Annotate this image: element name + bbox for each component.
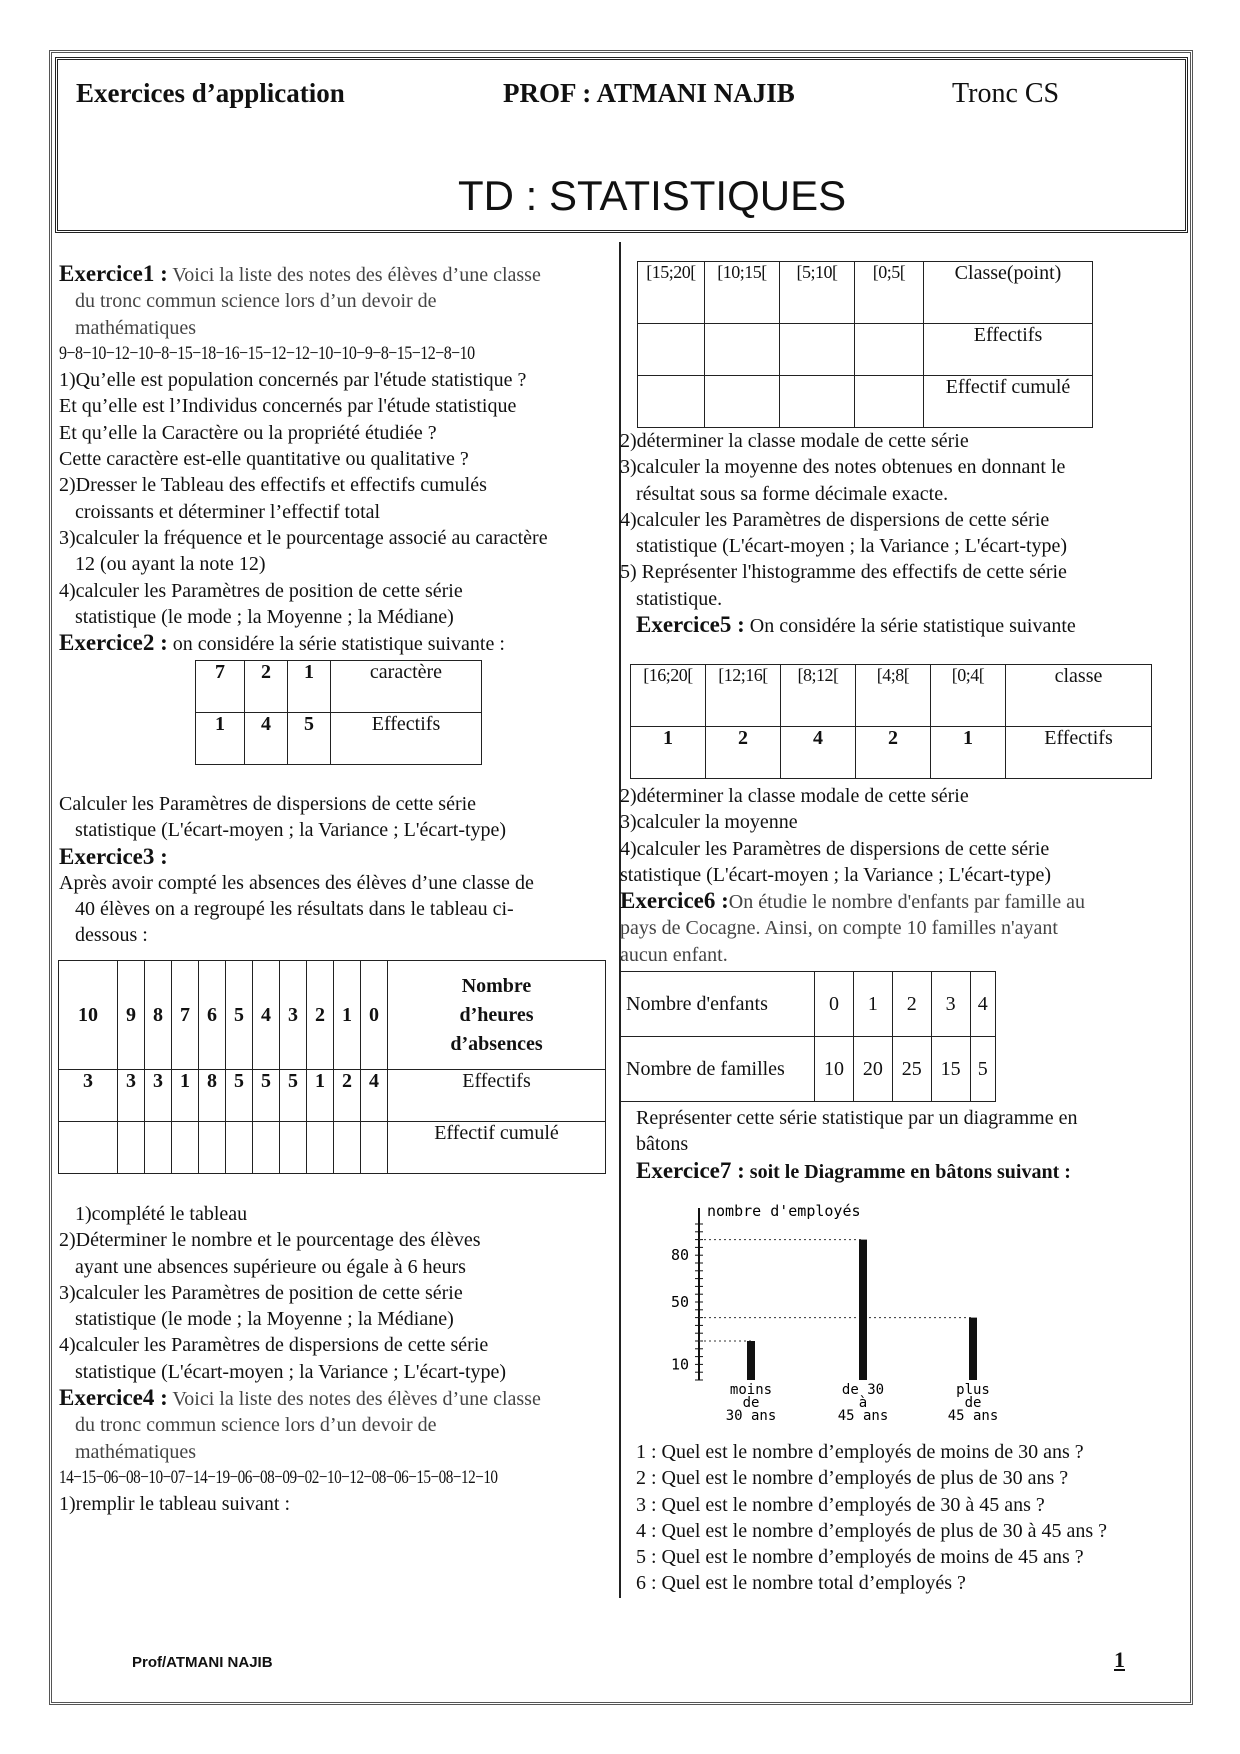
bar [969, 1318, 977, 1380]
ex6-question: bâtons [636, 1133, 689, 1156]
table-cell: 1 [931, 727, 1006, 779]
ex1-intro-line: du tronc commun science lors d’un devoir de [75, 290, 437, 313]
table-cell: 6 [199, 961, 226, 1070]
table-cell: 7 [172, 961, 199, 1070]
table-cell: 10 [815, 1037, 854, 1102]
table-cell: 2 [892, 972, 931, 1037]
table-cell: 8 [145, 961, 172, 1070]
ex5-question: 2)déterminer la classe modale de cette série [620, 785, 969, 807]
table-cell: 5 [280, 1070, 307, 1122]
table-cell: 1 [288, 661, 331, 713]
ex2-table [195, 660, 482, 765]
ex5-question: 3)calculer la moyenne [620, 811, 798, 834]
ex1-question: 3)calculer la fréquence et le pourcentage associé au caractère [59, 526, 548, 549]
table-cell: 2 [245, 661, 288, 713]
right-column-ex4 [620, 428, 1180, 639]
ex4-table [637, 261, 1093, 428]
table-cell: 2 [856, 727, 931, 779]
ex4-intro-line: mathématiques [75, 1440, 197, 1463]
x-tick-label: à [858, 1395, 868, 1411]
table-cell: 3 [59, 1070, 118, 1122]
ex4-question: 5) Représenter l'histogramme des effectifs de cette série [620, 561, 1067, 584]
ex1-question: statistique (le mode ; la Moyenne ; la Médiane) [75, 605, 454, 628]
ex7-label: Exercice7 : [636, 1157, 745, 1183]
bar [747, 1341, 755, 1380]
ex2-label: Exercice2 : [59, 630, 168, 656]
table-cell: 1 [307, 1070, 334, 1122]
hours-label: Nombre [461, 974, 532, 997]
ex1-question: 4)calculer les Paramètres de position de cette série [59, 579, 463, 602]
ex4-question: 3)calculer la moyenne des notes obtenues en donnant le [620, 456, 1066, 479]
table-cell: 25 [892, 1037, 931, 1102]
page-title: TD : STATISTIQUES [458, 172, 847, 219]
ex2-question: Calculer les Paramètres de dispersions de cette série [59, 793, 477, 815]
y-tick-label: 50 [670, 1293, 689, 1311]
header-left: Exercices d’application [76, 78, 345, 108]
ex1-question: Et qu’elle est l’Individus concernés par l'étude statistique [59, 395, 517, 418]
table-cell: Nombre de familles [620, 1037, 815, 1102]
table-cell: [0;5[ [855, 262, 924, 324]
table-cell: Effectifs [1006, 727, 1152, 779]
table-cell: 3 [931, 972, 970, 1037]
hours-label: d’heures [459, 1003, 534, 1026]
ex7-intro: soit le Diagramme en bâtons suivant : [749, 1160, 1071, 1183]
ex4-intro-line: du tronc commun science lors d’un devoir de [75, 1414, 437, 1437]
left-column [59, 261, 619, 657]
table-cell: 15 [931, 1037, 970, 1102]
table-cell: 5 [253, 1070, 280, 1122]
x-tick-label: de 30 [841, 1382, 885, 1398]
ex5-label: Exercice5 : [636, 612, 745, 638]
hours-label: d’absences [450, 1032, 543, 1055]
table-cell: 1 [172, 1070, 199, 1122]
table-cell: 3 [280, 961, 307, 1070]
ex5-intro: On considére la série statistique suivante [749, 615, 1076, 638]
ex7-question: 1 : Quel est le nombre d’employés de moins de 30 ans ? [636, 1441, 1084, 1463]
table-cell: 0 [815, 972, 854, 1037]
ex4-question: 1)remplir le tableau suivant : [59, 1493, 291, 1516]
table-cell: 3 [145, 1070, 172, 1122]
table-cell: 5 [288, 713, 331, 765]
ex3-question: 2)Déterminer le nombre et le pourcentage des élèves [59, 1229, 481, 1252]
table-cell: [0;4[ [931, 665, 1006, 727]
table-cell: 20 [853, 1037, 892, 1102]
right-column-ex5-6 [620, 783, 1180, 968]
table-cell: 0 [361, 961, 388, 1070]
x-tick-label: moins [729, 1382, 773, 1398]
ex1-intro-line: mathématiques [75, 316, 197, 339]
header-box [55, 57, 1188, 233]
x-tick-label: 45 ans [837, 1408, 889, 1420]
ex1-question: croissants et déterminer l’effectif total [75, 500, 381, 523]
ex1-question: Cette caractère est-elle quantitative ou qualitative ? [59, 448, 469, 471]
ex4-intro: Voici la liste des notes des élèves d’une classe [172, 1388, 541, 1411]
table-cell: 1 [631, 727, 706, 779]
ex7-question: 6 : Quel est le nombre total d’employés ? [636, 1572, 966, 1595]
table-cell: 3 [118, 1070, 145, 1122]
table-cell: Classe(point) [924, 262, 1093, 324]
x-tick-label: de [964, 1395, 982, 1411]
table-cell: 8 [199, 1070, 226, 1122]
ex4-question: 2)déterminer la classe modale de cette série [620, 430, 969, 452]
ex3-intro: 40 élèves on a regroupé les résultats dans le tableau ci- [75, 898, 514, 921]
ex7-question: 3 : Quel est le nombre d’employés de 30 à 45 ans ? [636, 1493, 1045, 1516]
ex4-question: statistique. [636, 587, 723, 610]
table-cell: Effectifs [924, 324, 1093, 376]
header-center: PROF : ATMANI NAJIB [503, 78, 795, 108]
table-cell: [12;16[ [706, 665, 781, 727]
ex5-table [630, 664, 1152, 779]
table-cell: 9 [118, 961, 145, 1070]
ex6-question: Représenter cette série statistique par un diagramme en [636, 1107, 1078, 1129]
table-cell: 10 [59, 961, 118, 1070]
left-column-ex2-3 [59, 791, 619, 949]
table-cell: Effectif cumulé [924, 376, 1093, 428]
right-column-ex6-7 [636, 1105, 1176, 1185]
header-right: Tronc CS [952, 78, 1060, 109]
ex3-intro: dessous : [75, 924, 148, 947]
table-cell: 4 [781, 727, 856, 779]
table-cell: 5 [970, 1037, 996, 1102]
table-header-cell [388, 961, 606, 1070]
table-cell: classe [1006, 665, 1152, 727]
table-cell: 5 [226, 1070, 253, 1122]
ex3-question: statistique (L'écart-moyen ; la Variance ; L'écart-type) [75, 1360, 507, 1383]
ex1-notes: 9−8−10−12−10−8−15−18−16−15−12−12−10−10−9−8−15−12−8−10 [59, 342, 475, 364]
ex6-intro: On étudie le nombre d'enfants par famille au [728, 891, 1086, 914]
table-cell: 1 [334, 961, 361, 1070]
footer-author: Prof/ATMANI NAJIB [132, 1654, 273, 1671]
ex1-question: 12 (ou ayant la note 12) [75, 553, 266, 576]
table-cell: [15;20[ [638, 262, 705, 324]
ex7-bar-chart [635, 1200, 1015, 1420]
ex7-questions [636, 1439, 1196, 1597]
bar [859, 1240, 867, 1380]
ex3-question: 4)calculer les Paramètres de dispersions de cette série [59, 1334, 489, 1357]
x-tick-label: plus [956, 1382, 990, 1398]
ex6-intro-line: aucun enfant. [620, 943, 728, 966]
ex7-question: 2 : Quel est le nombre d’employés de plus de 30 ans ? [636, 1467, 1069, 1490]
table-cell: [8;12[ [781, 665, 856, 727]
table-cell: 5 [226, 961, 253, 1070]
table-cell: 1 [196, 713, 245, 765]
ex4-notes: 14−15−06−08−10−07−14−19−06−08−09−02−10−12−08−06−15−08−12−10 [59, 1466, 498, 1488]
ex3-question: 1)complété le tableau [75, 1203, 248, 1225]
table-cell: [16;20[ [631, 665, 706, 727]
ex1-question: 1)Qu’elle est population concernés par l'étude statistique ? [59, 369, 527, 392]
ex3-question: statistique (le mode ; la Moyenne ; la Médiane) [75, 1308, 454, 1331]
left-column-ex3-4 [59, 1201, 619, 1518]
ex2-question: statistique (L'écart-moyen ; la Variance ; L'écart-type) [75, 819, 507, 842]
table-cell: Effectif cumulé [388, 1122, 606, 1174]
ex6-label: Exercice6 : [620, 888, 729, 914]
ex1-question: 2)Dresser le Tableau des effectifs et effectifs cumulés [59, 474, 487, 497]
ex5-question: statistique (L'écart-moyen ; la Variance ; L'écart-type) [620, 863, 1052, 886]
ex6-intro-line: pays de Cocagne. Ainsi, on compte 10 familles n'ayant [620, 917, 1058, 940]
table-cell: 7 [196, 661, 245, 713]
table-cell: [10;15[ [705, 262, 780, 324]
table-cell: 4 [361, 1070, 388, 1122]
x-tick-label: 30 ans [725, 1408, 777, 1420]
ex2-intro: on considére la série statistique suivante : [172, 633, 505, 656]
y-axis-label: nombre d'employés [707, 1202, 861, 1220]
ex4-question: 4)calculer les Paramètres de dispersions de cette série [620, 508, 1050, 531]
ex1-label: Exercice1 : [59, 261, 168, 286]
x-tick-label: 45 ans [947, 1408, 999, 1420]
table-cell: Effectifs [388, 1070, 606, 1122]
ex4-question: statistique (L'écart-moyen ; la Variance ; L'écart-type) [636, 535, 1068, 558]
table-cell: [4;8[ [856, 665, 931, 727]
ex5-question: 4)calculer les Paramètres de dispersions de cette série [620, 837, 1050, 860]
table-cell: 4 [970, 972, 996, 1037]
table-cell: [5;10[ [780, 262, 855, 324]
ex3-question: ayant une absences supérieure ou égale à 6 heurs [75, 1255, 466, 1278]
table-cell: caractère [331, 661, 482, 713]
table-cell: 4 [253, 961, 280, 1070]
y-tick-label: 10 [670, 1355, 689, 1374]
y-tick-label: 80 [670, 1246, 689, 1265]
ex3-intro: Après avoir compté les absences des élèves d’une classe de [59, 871, 534, 894]
ex7-question: 5 : Quel est le nombre d’employés de moins de 45 ans ? [636, 1546, 1084, 1569]
ex1-question: Et qu’elle la Caractère ou la propriété étudiée ? [59, 421, 437, 444]
x-tick-label: de [742, 1395, 760, 1411]
ex3-label: Exercice3 : [59, 843, 168, 869]
ex1-intro: Voici la liste des notes des élèves d’une classe [172, 264, 541, 286]
table-cell: 2 [706, 727, 781, 779]
table-cell: 2 [334, 1070, 361, 1122]
ex4-label: Exercice4 : [59, 1385, 168, 1411]
table-cell: 1 [853, 972, 892, 1037]
ex6-table [620, 971, 996, 1102]
table-cell: Nombre d'enfants [620, 972, 815, 1037]
ex4-question: résultat sous sa forme décimale exacte. [636, 482, 949, 505]
ex3-question: 3)calculer les Paramètres de position de cette série [59, 1281, 463, 1304]
ex3-table [58, 960, 606, 1174]
page-number: 1 [1114, 1647, 1125, 1672]
ex7-question: 4 : Quel est le nombre d’employés de plus de 30 à 45 ans ? [636, 1519, 1107, 1542]
table-cell: Effectifs [331, 713, 482, 765]
table-cell: 2 [307, 961, 334, 1070]
table-cell: 4 [245, 713, 288, 765]
